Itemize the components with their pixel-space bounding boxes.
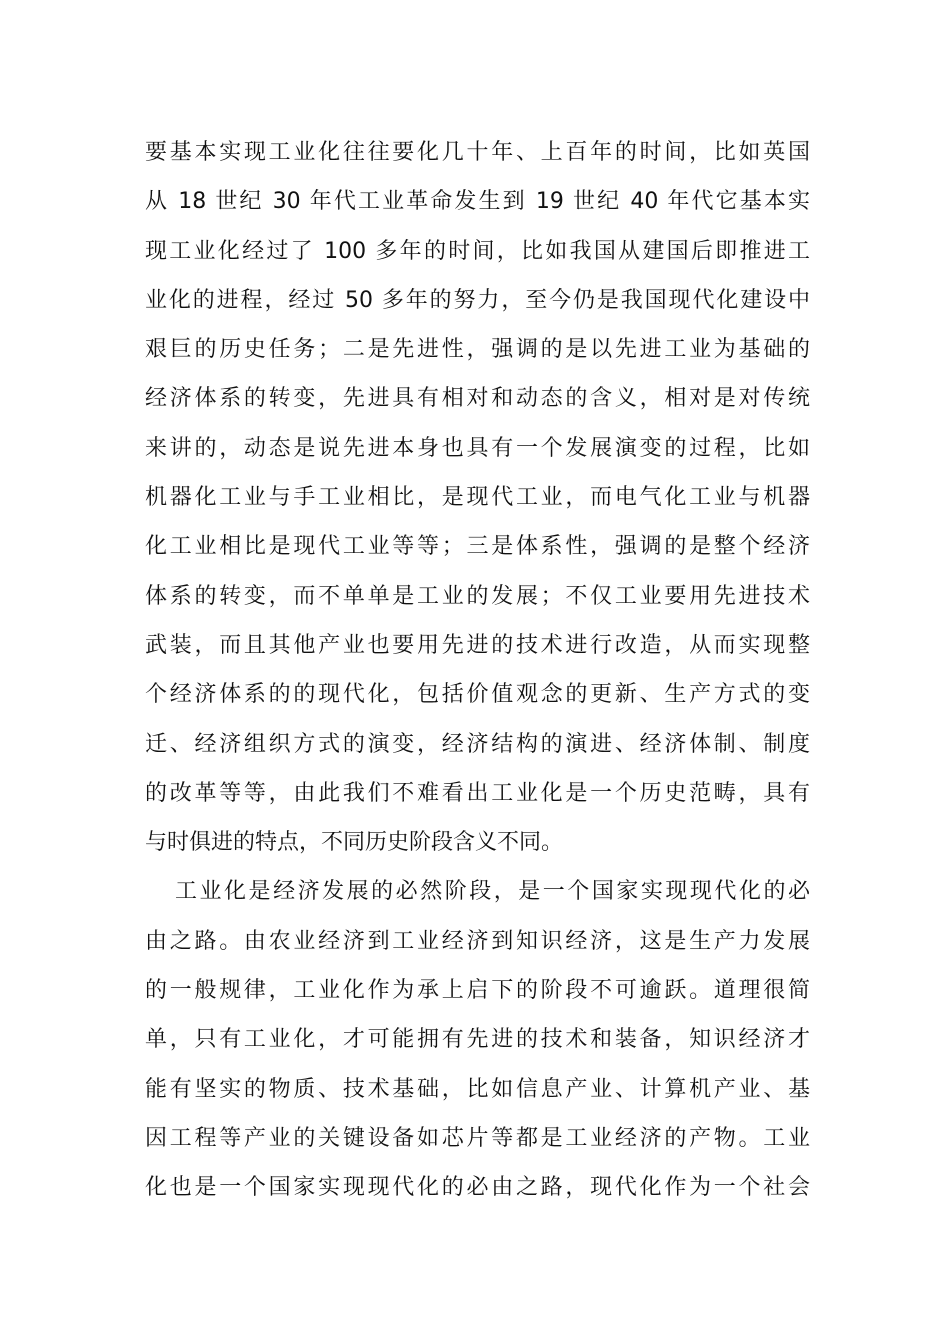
text-line: 化也是一个国家实现现代化的必由之路，现代化作为一个社会 [145, 1175, 810, 1201]
text-line: 个经济体系的的现代化，包括价值观念的更新、生产方式的变 [145, 682, 810, 708]
text-line-last: 与时俱进的特点，不同历史阶段含义不同。 [145, 830, 564, 856]
text-line: 武装，而且其他产业也要用先进的技术进行改造，从而实现整 [145, 632, 810, 658]
body-text [145, 128, 810, 1213]
text-line-first: 工业化是经济发展的必然阶段，是一个国家实现现代化的必 [175, 879, 810, 905]
text-line: 化工业相比是现代工业等等；三是体系性，强调的是整个经济 [145, 534, 810, 560]
text-line: 因工程等产业的关键设备如芯片等都是工业经济的产物。工业 [145, 1125, 810, 1151]
text-line: 迁、经济组织方式的演变，经济结构的演进、经济体制、制度 [145, 731, 810, 757]
text-line: 来讲的，动态是说先进本身也具有一个发展演变的过程，比如 [145, 435, 810, 461]
text-line: 现工业化经过了 100 多年的时间，比如我国从建国后即推进工 [145, 238, 810, 264]
text-line: 艰巨的历史任务；二是先进性，强调的是以先进工业为基础的 [145, 337, 810, 363]
text-line: 业化的进程，经过 50 多年的努力，至今仍是我国现代化建设中 [145, 287, 810, 313]
text-line: 由之路。由农业经济到工业经济到知识经济，这是生产力发展 [145, 928, 810, 954]
text-line: 能有坚实的物质、技术基础，比如信息产业、计算机产业、基 [145, 1076, 810, 1102]
text-line: 体系的转变，而不单单是工业的发展；不仅工业要用先进技术 [145, 583, 810, 609]
text-line: 机器化工业与手工业相比，是现代工业，而电气化工业与机器 [145, 485, 810, 511]
text-line: 的一般规律，工业化作为承上启下的阶段不可逾跃。道理很简 [145, 978, 810, 1004]
paragraph-1 [145, 128, 810, 867]
text-line: 要基本实现工业化往往要化几十年、上百年的时间，比如英国 [145, 140, 810, 165]
text-line: 的改革等等，由此我们不难看出工业化是一个历史范畴，具有 [145, 780, 810, 806]
paragraph-2 [145, 867, 810, 1212]
text-line: 经济体系的转变，先进具有相对和动态的含义，相对是对传统 [145, 386, 810, 412]
text-line: 从 18 世纪 30 年代工业革命发生到 19 世纪 40 年代它基本实 [145, 189, 810, 215]
text-line: 单，只有工业化，才可能拥有先进的技术和装备，知识经济才 [145, 1027, 810, 1053]
